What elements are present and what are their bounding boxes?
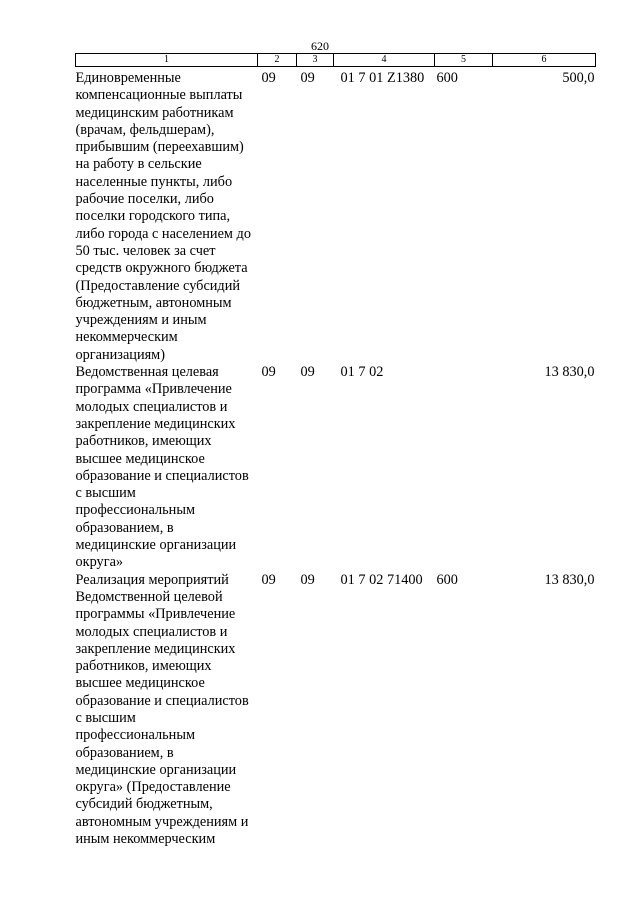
row-section: 09 xyxy=(261,571,276,588)
column-header-section: 2 xyxy=(258,54,297,67)
row-expense-type xyxy=(435,364,493,572)
row-target-article: 01 7 01 Z1380 xyxy=(340,70,425,86)
column-header-subsection: 3 xyxy=(297,54,334,67)
column-header-target-article: 4 xyxy=(334,54,435,67)
column-header-amount: 6 xyxy=(493,54,596,67)
row-description: Ведомственная целевая программа «Привлечение молодых специалистов и закрепление медицинских работников, имеющих высшее медицинское образование и специалистов с высшим профессиональным образованием, в медицинские организации округа» xyxy=(75,364,249,571)
row-subsection: 09 xyxy=(300,364,315,381)
row-section: 09 xyxy=(261,364,276,381)
row-description: Реализация мероприятий Ведомственной целевой программы «Привлечение молодых специалистов и закрепление медицинских работников, имеющих высшее медицинское образование и специалистов с высшим профессиональным образованием, в медицинские организации округа» (Предоставление субсидий бюджетным, автономным учреждениям и иным некоммерческим xyxy=(75,571,249,848)
row-target-article: 01 7 02 71400 xyxy=(340,571,423,588)
row-section: 09 xyxy=(261,70,276,86)
column-number-header-row xyxy=(76,54,596,67)
row-subsection: 09 xyxy=(300,70,315,86)
table-row xyxy=(76,572,596,849)
row-amount: 13 830,0 xyxy=(544,571,595,588)
row-expense-type: 600 xyxy=(436,70,458,86)
column-header-expense-type: 5 xyxy=(435,54,493,67)
column-header-description: 1 xyxy=(76,54,258,67)
table-row xyxy=(76,67,596,365)
row-expense-type: 600 xyxy=(436,571,458,588)
row-target-article: 01 7 02 xyxy=(340,364,384,381)
row-subsection: 09 xyxy=(300,571,315,588)
row-amount: 13 830,0 xyxy=(544,364,595,381)
page-number: 620 xyxy=(311,39,329,53)
table-row xyxy=(76,364,596,572)
row-description: Единовременные компенсационные выплаты медицинским работникам (врачам, фельдшерам), прибывшим (переехавшим) на работу в сельские населенные пункты, либо рабочие поселки, либо поселки городского типа, либо города с населением до 50 тыс. человек за счет средств окружного бюджета (Предоставление субсидий бюджетным, автономным учреждениям и иным некоммерческим организациям) xyxy=(75,70,251,363)
budget-table xyxy=(75,53,596,848)
row-amount: 500,0 xyxy=(562,70,595,86)
